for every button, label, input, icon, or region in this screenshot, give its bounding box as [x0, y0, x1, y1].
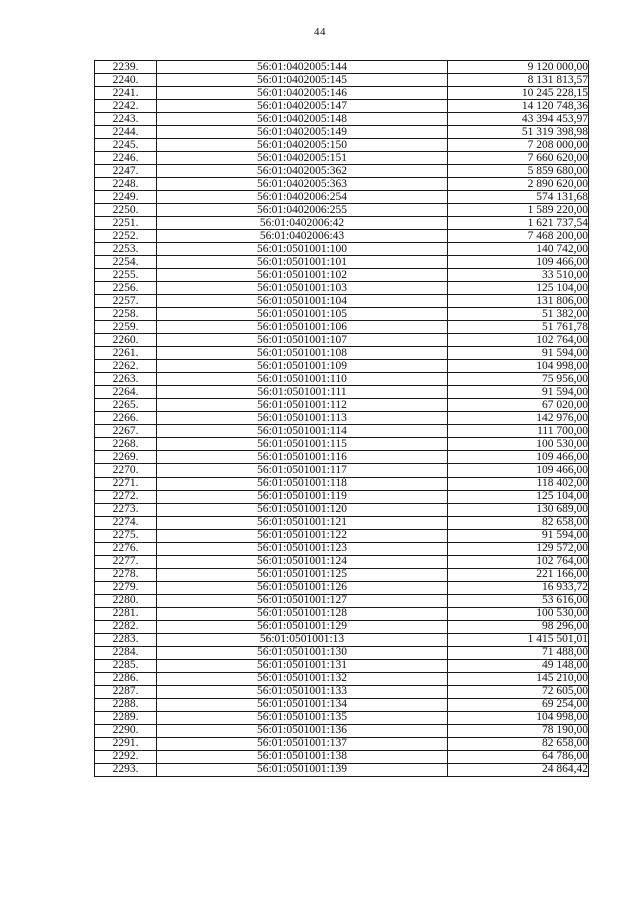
table-row: [95, 568, 589, 581]
cadastral-value-cell: 221 166,00: [448, 568, 589, 581]
cadastral-number-cell: 56:01:0501001:118: [157, 477, 448, 490]
cadastral-value-cell: 43 394 453,97: [448, 113, 589, 126]
cadastral-number-cell: 56:01:0501001:106: [157, 321, 448, 334]
row-number-cell: 2285.: [95, 659, 157, 672]
table-row: [95, 113, 589, 126]
cadastral-number-cell: 56:01:0501001:139: [157, 763, 448, 776]
table-row: [95, 256, 589, 269]
cadastral-number-cell: 56:01:0501001:101: [157, 256, 448, 269]
row-number-cell: 2264.: [95, 386, 157, 399]
row-number-cell: 2271.: [95, 477, 157, 490]
cadastral-value-cell: 14 120 748,36: [448, 100, 589, 113]
row-number-cell: 2279.: [95, 581, 157, 594]
cadastral-number-cell: 56:01:0501001:108: [157, 347, 448, 360]
cadastral-number-cell: 56:01:0501001:135: [157, 711, 448, 724]
table-row: [95, 61, 589, 74]
table-row: [95, 243, 589, 256]
table-row: [95, 269, 589, 282]
cadastral-number-cell: 56:01:0501001:138: [157, 750, 448, 763]
row-number-cell: 2249.: [95, 191, 157, 204]
table-row: [95, 477, 589, 490]
table-row: [95, 282, 589, 295]
cadastral-value-cell: 7 468 200,00: [448, 230, 589, 243]
cadastral-number-cell: 56:01:0501001:110: [157, 373, 448, 386]
cadastral-value-cell: 33 510,00: [448, 269, 589, 282]
table-row: [95, 87, 589, 100]
table-row: [95, 360, 589, 373]
table-row: [95, 412, 589, 425]
cadastral-value-cell: 109 466,00: [448, 256, 589, 269]
cadastral-value-cell: 16 933,72: [448, 581, 589, 594]
cadastral-number-cell: 56:01:0402006:254: [157, 191, 448, 204]
cadastral-value-cell: 1 415 501,01: [448, 633, 589, 646]
cadastral-number-cell: 56:01:0501001:128: [157, 607, 448, 620]
table-row: [95, 100, 589, 113]
cadastral-number-cell: 56:01:0501001:103: [157, 282, 448, 295]
row-number-cell: 2267.: [95, 425, 157, 438]
row-number-cell: 2272.: [95, 490, 157, 503]
table-body: [95, 61, 589, 777]
cadastral-number-cell: 56:01:0501001:109: [157, 360, 448, 373]
row-number-cell: 2245.: [95, 139, 157, 152]
table-row: [95, 308, 589, 321]
table-row: [95, 373, 589, 386]
table-row: [95, 425, 589, 438]
cadastral-value-cell: 98 296,00: [448, 620, 589, 633]
row-number-cell: 2292.: [95, 750, 157, 763]
cadastral-value-cell: 78 190,00: [448, 724, 589, 737]
cadastral-number-cell: 56:01:0402005:147: [157, 100, 448, 113]
cadastral-value-cell: 125 104,00: [448, 490, 589, 503]
table-row: [95, 217, 589, 230]
row-number-cell: 2293.: [95, 763, 157, 776]
cadastral-number-cell: 56:01:0501001:123: [157, 542, 448, 555]
row-number-cell: 2246.: [95, 152, 157, 165]
cadastral-value-cell: 51 319 398,98: [448, 126, 589, 139]
cadastral-value-cell: 67 020,00: [448, 399, 589, 412]
row-number-cell: 2253.: [95, 243, 157, 256]
cadastral-value-cell: 104 998,00: [448, 711, 589, 724]
cadastral-number-cell: 56:01:0501001:102: [157, 269, 448, 282]
cadastral-number-cell: 56:01:0402006:255: [157, 204, 448, 217]
row-number-cell: 2265.: [95, 399, 157, 412]
row-number-cell: 2289.: [95, 711, 157, 724]
cadastral-value-cell: 5 859 680,00: [448, 165, 589, 178]
cadastral-value-cell: 82 658,00: [448, 737, 589, 750]
cadastral-number-cell: 56:01:0501001:114: [157, 425, 448, 438]
row-number-cell: 2240.: [95, 74, 157, 87]
row-number-cell: 2273.: [95, 503, 157, 516]
cadastral-number-cell: 56:01:0501001:120: [157, 503, 448, 516]
table-row: [95, 711, 589, 724]
row-number-cell: 2286.: [95, 672, 157, 685]
cadastral-value-cell: 574 131,68: [448, 191, 589, 204]
cadastral-value-cell: 109 466,00: [448, 451, 589, 464]
row-number-cell: 2270.: [95, 464, 157, 477]
row-number-cell: 2258.: [95, 308, 157, 321]
table-row: [95, 139, 589, 152]
cadastral-value-cell: 49 148,00: [448, 659, 589, 672]
cadastral-number-cell: 56:01:0501001:107: [157, 334, 448, 347]
row-number-cell: 2287.: [95, 685, 157, 698]
cadastral-number-cell: 56:01:0501001:100: [157, 243, 448, 256]
table-row: [95, 490, 589, 503]
table-row: [95, 542, 589, 555]
row-number-cell: 2260.: [95, 334, 157, 347]
cadastral-number-cell: 56:01:0501001:115: [157, 438, 448, 451]
cadastral-number-cell: 56:01:0501001:133: [157, 685, 448, 698]
cadastral-number-cell: 56:01:0402005:146: [157, 87, 448, 100]
table-row: [95, 451, 589, 464]
row-number-cell: 2257.: [95, 295, 157, 308]
cadastral-value-cell: 2 890 620,00: [448, 178, 589, 191]
cadastral-value-cell: 72 605,00: [448, 685, 589, 698]
table-row: [95, 438, 589, 451]
cadastral-value-cell: 7 208 000,00: [448, 139, 589, 152]
cadastral-number-cell: 56:01:0501001:121: [157, 516, 448, 529]
table-row: [95, 152, 589, 165]
cadastral-value-cell: 53 616,00: [448, 594, 589, 607]
table-row: [95, 334, 589, 347]
cadastral-value-cell: 100 530,00: [448, 438, 589, 451]
table-row: [95, 204, 589, 217]
table-row: [95, 750, 589, 763]
cadastral-number-cell: 56:01:0501001:122: [157, 529, 448, 542]
table-row: [95, 685, 589, 698]
cadastral-value-cell: 91 594,00: [448, 347, 589, 360]
cadastral-value-cell: 8 131 813,57: [448, 74, 589, 87]
table-row: [95, 724, 589, 737]
cadastral-number-cell: 56:01:0501001:137: [157, 737, 448, 750]
cadastral-number-cell: 56:01:0501001:117: [157, 464, 448, 477]
cadastral-value-cell: 71 488,00: [448, 646, 589, 659]
row-number-cell: 2283.: [95, 633, 157, 646]
table-row: [95, 529, 589, 542]
cadastral-value-cell: 51 761,78: [448, 321, 589, 334]
row-number-cell: 2247.: [95, 165, 157, 178]
table-row: [95, 737, 589, 750]
cadastral-number-cell: 56:01:0501001:119: [157, 490, 448, 503]
table-row: [95, 555, 589, 568]
row-number-cell: 2254.: [95, 256, 157, 269]
cadastral-value-cell: 118 402,00: [448, 477, 589, 490]
cadastral-value-cell: 130 689,00: [448, 503, 589, 516]
table-row: [95, 659, 589, 672]
row-number-cell: 2266.: [95, 412, 157, 425]
cadastral-number-cell: 56:01:0402005:149: [157, 126, 448, 139]
cadastral-value-cell: 91 594,00: [448, 386, 589, 399]
cadastral-number-cell: 56:01:0501001:125: [157, 568, 448, 581]
cadastral-value-cell: 1 589 220,00: [448, 204, 589, 217]
cadastral-number-cell: 56:01:0402006:43: [157, 230, 448, 243]
cadastral-number-cell: 56:01:0501001:104: [157, 295, 448, 308]
cadastral-number-cell: 56:01:0501001:131: [157, 659, 448, 672]
row-number-cell: 2280.: [95, 594, 157, 607]
table-row: [95, 165, 589, 178]
row-number-cell: 2274.: [95, 516, 157, 529]
row-number-cell: 2288.: [95, 698, 157, 711]
row-number-cell: 2263.: [95, 373, 157, 386]
table-row: [95, 230, 589, 243]
cadastral-value-cell: 145 210,00: [448, 672, 589, 685]
cadastral-value-cell: 9 120 000,00: [448, 61, 589, 74]
table-row: [95, 646, 589, 659]
row-number-cell: 2276.: [95, 542, 157, 555]
cadastral-value-cell: 140 742,00: [448, 243, 589, 256]
row-number-cell: 2255.: [95, 269, 157, 282]
table-row: [95, 178, 589, 191]
cadastral-value-cell: 82 658,00: [448, 516, 589, 529]
cadastral-value-cell: 104 998,00: [448, 360, 589, 373]
cadastral-number-cell: 56:01:0501001:13: [157, 633, 448, 646]
cadastral-value-cell: 24 864,42: [448, 763, 589, 776]
table-row: [95, 594, 589, 607]
row-number-cell: 2252.: [95, 230, 157, 243]
table-row: [95, 607, 589, 620]
cadastral-number-cell: 56:01:0402005:144: [157, 61, 448, 74]
row-number-cell: 2242.: [95, 100, 157, 113]
cadastral-number-cell: 56:01:0402005:151: [157, 152, 448, 165]
row-number-cell: 2290.: [95, 724, 157, 737]
cadastral-value-cell: 125 104,00: [448, 282, 589, 295]
table-row: [95, 633, 589, 646]
cadastral-value-cell: 129 572,00: [448, 542, 589, 555]
row-number-cell: 2248.: [95, 178, 157, 191]
row-number-cell: 2275.: [95, 529, 157, 542]
cadastral-number-cell: 56:01:0402005:148: [157, 113, 448, 126]
row-number-cell: 2291.: [95, 737, 157, 750]
cadastral-value-cell: 131 806,00: [448, 295, 589, 308]
table-row: [95, 698, 589, 711]
cadastral-value-cell: 111 700,00: [448, 425, 589, 438]
row-number-cell: 2262.: [95, 360, 157, 373]
row-number-cell: 2241.: [95, 87, 157, 100]
table-row: [95, 672, 589, 685]
cadastral-value-cell: 102 764,00: [448, 334, 589, 347]
page-number: 44: [314, 26, 326, 38]
table-row: [95, 191, 589, 204]
table-row: [95, 464, 589, 477]
cadastral-number-cell: 56:01:0501001:129: [157, 620, 448, 633]
row-number-cell: 2259.: [95, 321, 157, 334]
cadastral-number-cell: 56:01:0501001:127: [157, 594, 448, 607]
cadastral-number-cell: 56:01:0501001:130: [157, 646, 448, 659]
table-row: [95, 581, 589, 594]
cadastral-value-cell: 100 530,00: [448, 607, 589, 620]
table-row: [95, 295, 589, 308]
cadastral-value-cell: 51 382,00: [448, 308, 589, 321]
cadastral-number-cell: 56:01:0402005:362: [157, 165, 448, 178]
row-number-cell: 2281.: [95, 607, 157, 620]
cadastral-value-cell: 69 254,00: [448, 698, 589, 711]
cadastral-number-cell: 56:01:0501001:112: [157, 399, 448, 412]
table-row: [95, 386, 589, 399]
cadastral-value-cell: 109 466,00: [448, 464, 589, 477]
cadastral-number-cell: 56:01:0501001:105: [157, 308, 448, 321]
cadastral-value-cell: 64 786,00: [448, 750, 589, 763]
table-row: [95, 74, 589, 87]
row-number-cell: 2268.: [95, 438, 157, 451]
cadastral-number-cell: 56:01:0402005:150: [157, 139, 448, 152]
table-row: [95, 321, 589, 334]
table-row: [95, 503, 589, 516]
row-number-cell: 2244.: [95, 126, 157, 139]
cadastral-number-cell: 56:01:0501001:124: [157, 555, 448, 568]
row-number-cell: 2256.: [95, 282, 157, 295]
cadastral-number-cell: 56:01:0402006:42: [157, 217, 448, 230]
row-number-cell: 2284.: [95, 646, 157, 659]
cadastral-value-cell: 91 594,00: [448, 529, 589, 542]
row-number-cell: 2251.: [95, 217, 157, 230]
cadastral-number-cell: 56:01:0501001:132: [157, 672, 448, 685]
cadastral-value-cell: 75 956,00: [448, 373, 589, 386]
table-row: [95, 126, 589, 139]
table-row: [95, 620, 589, 633]
cadastral-value-cell: 102 764,00: [448, 555, 589, 568]
cadastral-number-cell: 56:01:0501001:111: [157, 386, 448, 399]
cadastral-number-cell: 56:01:0501001:113: [157, 412, 448, 425]
row-number-cell: 2243.: [95, 113, 157, 126]
cadastral-value-table: [94, 60, 589, 777]
table-row: [95, 399, 589, 412]
row-number-cell: 2277.: [95, 555, 157, 568]
table-row: [95, 516, 589, 529]
row-number-cell: 2250.: [95, 204, 157, 217]
row-number-cell: 2278.: [95, 568, 157, 581]
cadastral-number-cell: 56:01:0501001:134: [157, 698, 448, 711]
row-number-cell: 2261.: [95, 347, 157, 360]
cadastral-value-cell: 7 660 620,00: [448, 152, 589, 165]
row-number-cell: 2239.: [95, 61, 157, 74]
cadastral-number-cell: 56:01:0501001:126: [157, 581, 448, 594]
cadastral-value-cell: 1 621 737,54: [448, 217, 589, 230]
cadastral-number-cell: 56:01:0501001:116: [157, 451, 448, 464]
row-number-cell: 2269.: [95, 451, 157, 464]
cadastral-number-cell: 56:01:0402005:363: [157, 178, 448, 191]
table-row: [95, 347, 589, 360]
row-number-cell: 2282.: [95, 620, 157, 633]
cadastral-number-cell: 56:01:0402005:145: [157, 74, 448, 87]
cadastral-value-cell: 142 976,00: [448, 412, 589, 425]
cadastral-value-cell: 10 245 228,15: [448, 87, 589, 100]
table-row: [95, 763, 589, 776]
cadastral-number-cell: 56:01:0501001:136: [157, 724, 448, 737]
